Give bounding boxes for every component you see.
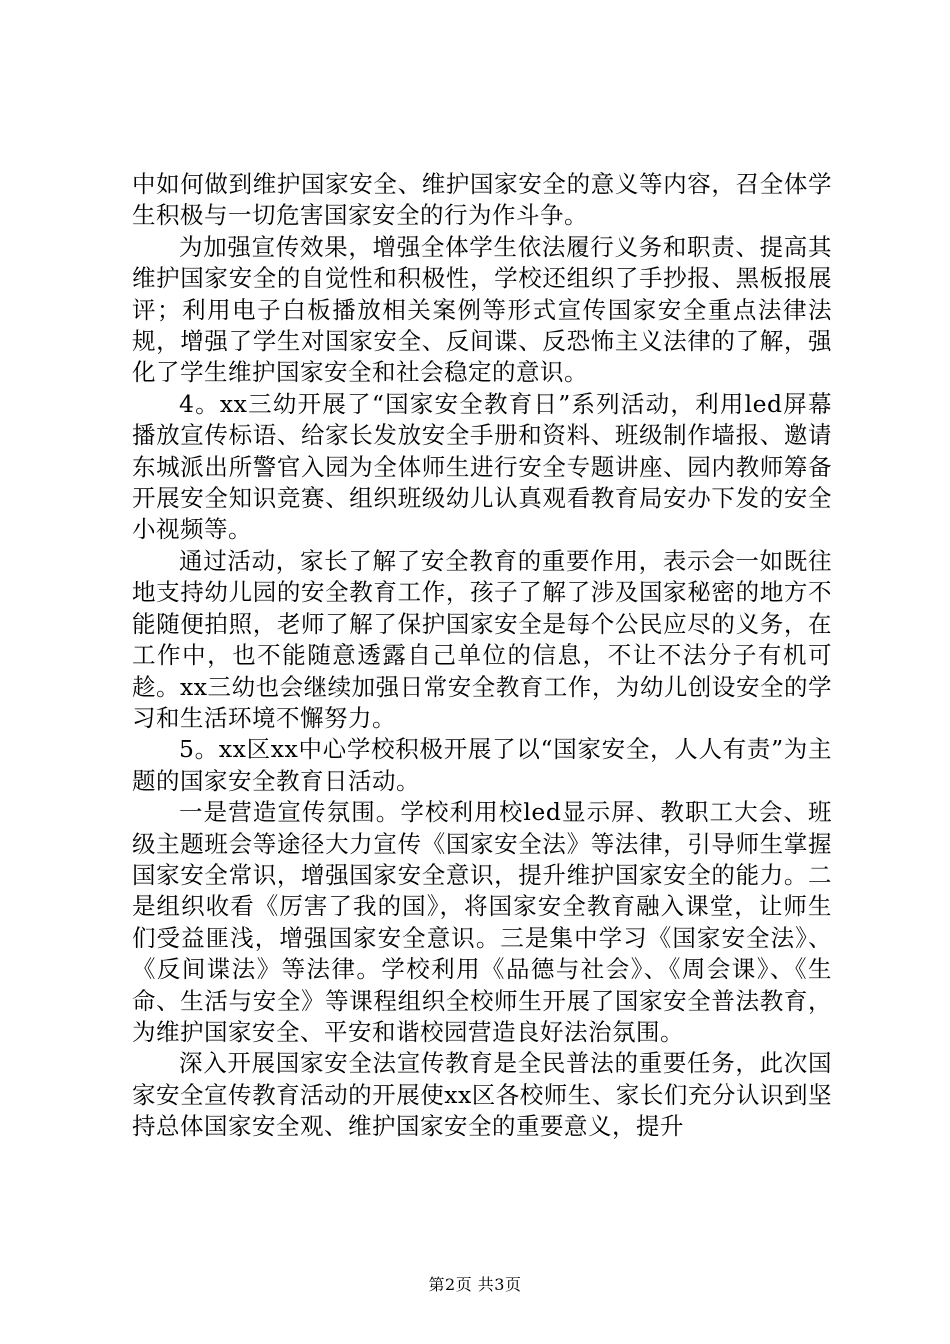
paragraph-5: 5。xx区xx中心学校积极开展了以“国家安全，人人有责”为主题的国家安全教育日活动。 xyxy=(132,735,832,795)
paragraph-2: 为加强宣传效果，增强全体学生依法履行义务和职责、提高其维护国家安全的自觉性和积极性，学校还组织了手抄报、黑板报展评；利用电子白板播放相关案例等形式宣传国家安全重点法律法规，增强了学生对国家安全、反间谍、反恐怖主义法律的了解，强化了学生维护国家安全和社会稳定的意识。 xyxy=(132,232,832,387)
paragraph-4: 通过活动，家长了解了安全教育的重要作用，表示会一如既往地支持幼儿园的安全教育工作，孩子了解了涉及国家秘密的地方不能随便拍照，老师了解了保护国家安全是每个公民应尽的义务，在工作中，也不能随意透露自己单位的信息，不让不法分子有机可趁。xx三幼也会继续加强日常安全教育工作，为幼儿创设安全的学习和生活环境不懈努力。 xyxy=(132,546,832,732)
page-footer xyxy=(0,1275,950,1295)
paragraph-3: 4。xx三幼开展了“国家安全教育日”系列活动，利用led屏幕播放宣传标语、给家长发放安全手册和资料、班级制作墙报、邀请东城派出所警官入园为全体师生进行安全专题讲座、园内教师筹备开展安全知识竞赛、组织班级幼儿认真观看教育局安办下发的安全小视频等。 xyxy=(132,389,832,544)
document-body xyxy=(132,169,832,1143)
paragraph-6: 一是营造宣传氛围。学校利用校led显示屏、教职工大会、班级主题班会等途径大力宣传《国家安全法》等法律，引导师生掌握国家安全常识，增强国家安全意识，提升维护国家安全的能力。二是组织收看《厉害了我的国》，将国家安全教育融入课堂，让师生们受益匪浅，增强国家安全意识。三是集中学习《国家安全法》、《反间谍法》等法律。学校利用《品德与社会》、《周会课》、《生命、生活与安全》等课程组织全校师生开展了国家安全普法教育，为维护国家安全、平安和谐校园营造良好法治氛围。 xyxy=(132,798,832,1046)
paragraph-7: 深入开展国家安全法宣传教育是全民普法的重要任务，此次国家安全宣传教育活动的开展使xx区各校师生、家长们充分认识到坚持总体国家安全观、维护国家安全的重要意义，提升 xyxy=(132,1049,832,1141)
page-number-label: 第2页 共3页 xyxy=(428,1275,522,1294)
paragraph-1: 中如何做到维护国家安全、维护国家安全的意义等内容，召全体学生积极与一切危害国家安全的行为作斗争。 xyxy=(132,170,832,230)
